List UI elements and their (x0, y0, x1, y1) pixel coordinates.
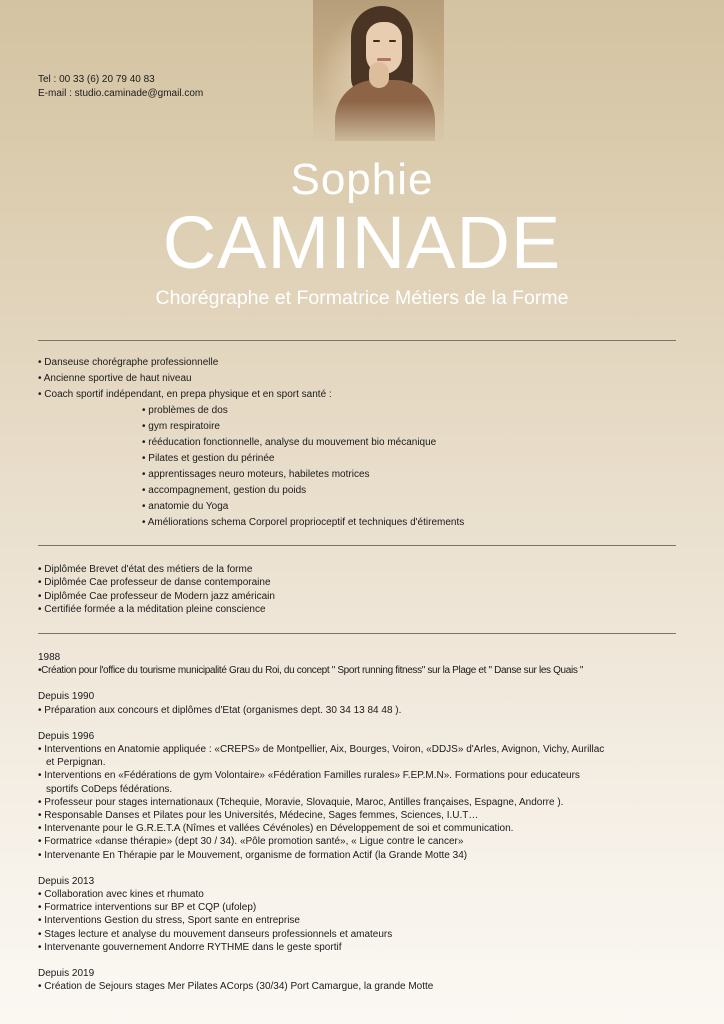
diplomas-section (38, 563, 275, 616)
list-item: • Professeur pour stages internationaux (Tchequie, Moravie, Slovaquie, Maroc, Antilles françaises, Espagne, Andorre ). (38, 796, 564, 808)
portrait-photo (313, 0, 444, 141)
skills-section (38, 355, 464, 531)
timeline-year: Depuis 2019 (38, 968, 95, 980)
list-item: • Diplômée Cae professeur de Modern jazz américain (38, 590, 275, 602)
list-item: • Intervenante pour le G.R.E.T.A (Nîmes et vallées Cévénoles) en Développement de soi et communication. (38, 823, 514, 835)
list-item: • Intervenante En Thérapie par le Mouvement, organisme de formation Actif (la Grande Motte 34) (38, 849, 468, 861)
list-item: • Améliorations schema Corporel proprioceptif et techniques d'étirements (142, 517, 465, 528)
list-item: • Interventions Gestion du stress, Sport sante en entreprise (38, 915, 300, 927)
phone-text: Tel : 00 33 (6) 20 79 40 83 (38, 74, 155, 85)
list-item: • accompagnement, gestion du poids (142, 485, 307, 496)
email-text: E-mail : studio.caminade@gmail.com (38, 88, 204, 99)
list-item: • gym respiratoire (142, 421, 220, 432)
list-item: • problèmes de dos (142, 405, 228, 416)
timeline-year: Depuis 2013 (38, 875, 95, 887)
first-name: Sophie (290, 155, 434, 204)
list-item: • Collaboration avec kines et rhumato (38, 889, 204, 901)
divider (38, 545, 676, 546)
divider (38, 633, 676, 634)
list-item: • anatomie du Yoga (142, 501, 229, 512)
list-item: •Création pour l'office du tourisme municipalité Grau du Roi, du concept " Sport running fitness" sur la Plage et " Danse sur les Quais " (38, 665, 584, 677)
divider (38, 340, 676, 341)
experience-timeline (38, 651, 678, 993)
list-item: • apprentissages neuro moteurs, habiletes motrices (142, 469, 370, 480)
list-item: • Formatrice «danse thérapie» (dept 30 / 34). «Pôle promotion santé», « Ligue contre le cancer» (38, 836, 464, 848)
list-item: • Formatrice interventions sur BP et CQP (ufolep) (38, 902, 257, 914)
list-item: • Interventions en «Fédérations de gym Volontaire» «Fédération Familles rurales» F.EP.M.N». Formations pour educateurs (38, 770, 580, 782)
list-item: • Interventions en Anatomie appliquée : «CREPS» de Montpellier, Aix, Bourges, Voiron, «DDJS» d'Arles, Avignon, Vichy, Aurillac (38, 744, 605, 756)
timeline-year: Depuis 1996 (38, 730, 95, 742)
list-item: • Certifiée formée a la méditation pleine conscience (38, 603, 266, 615)
job-title: Chorégraphe et Formatrice Métiers de la Forme (155, 287, 569, 309)
list-item: • Préparation aux concours et diplômes d'Etat (organismes dept. 30 34 13 84 48 ). (38, 704, 402, 716)
list-item: • Création de Sejours stages Mer Pilates ACorps (30/34) Port Camargue, la grande Motte (38, 981, 434, 993)
list-item: • Pilates et gestion du périnée (142, 453, 275, 464)
list-item: • Diplômée Cae professeur de danse contemporaine (38, 577, 271, 589)
list-item: • Danseuse chorégraphe professionnelle (38, 357, 219, 368)
list-item: • Responsable Danses et Pilates pour les Universités, Médecine, Sages femmes, Sciences, I.U.T… (38, 810, 479, 822)
list-item: • Intervenante gouvernement Andorre RYTHME dans le geste sportif (38, 941, 342, 953)
list-item: • rééducation fonctionnelle, analyse du mouvement bio mécanique (142, 437, 437, 448)
list-item-continuation: et Perpignan. (46, 757, 106, 769)
contact-info (38, 73, 203, 101)
list-item: • Coach sportif indépendant, en prepa physique et en sport santé : (38, 389, 332, 400)
list-item: • Stages lecture et analyse du mouvement danseurs professionnels et amateurs (38, 928, 393, 940)
timeline-year: 1988 (38, 652, 61, 663)
last-name: CAMINADE (162, 201, 562, 284)
list-item: • Diplômée Brevet d'état des métiers de la forme (38, 564, 253, 575)
list-item: • Ancienne sportive de haut niveau (38, 373, 192, 384)
timeline-year: Depuis 1990 (38, 691, 95, 703)
list-item-continuation: sportifs CoDeps fédérations. (46, 783, 173, 795)
